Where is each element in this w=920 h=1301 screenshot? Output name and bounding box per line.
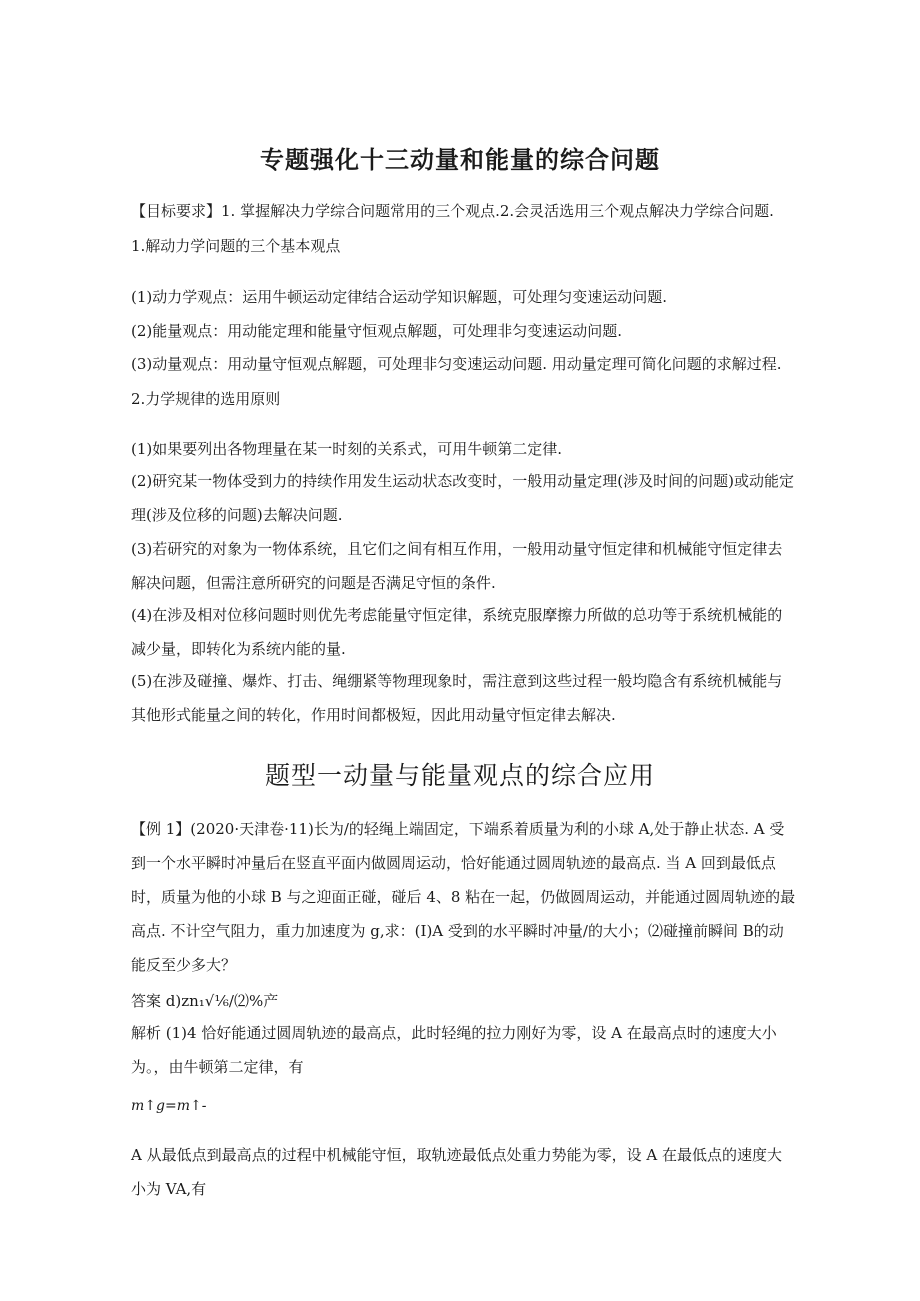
section1-item-2: (2)能量观点：用动能定理和能量守恒观点解题，可处理非匀变速运动问题. [131, 322, 623, 340]
section1-item-1: (1)动力学观点：运用牛顿运动定律结合运动学知识解题，可处理匀变速运动问题. [131, 288, 668, 306]
section2-heading: 2.力学规律的选用原则 [131, 390, 281, 408]
answer: 答案 d)zn₁√⅙/⑵%产 [131, 992, 279, 1010]
section3-heading: 题型一动量与能量观点的综合应用 [264, 761, 655, 790]
analysis-continuation: A 从最低点到最高点的过程中机械能守恒，取轨迹最低点处重力势能为零，设 A 在最低点的速度大小为 VA,有 [131, 1146, 782, 1198]
example-1: 【例 1】(2020·天津卷·11)长为/的轻绳上端固定，下端系着质量为利的小球 A,处于静止状态. A 受到一个水平瞬时冲量后在竖直平面内做圆周运动，恰好能通过圆周轨迹的最高点. 当 A 回到最低点时，质量为他的小球 B 与之迎面正碰，碰后 4、8 粘在一起，仍做圆周运动，并能通过圆周轨迹的最高点. 不计空气阻力，重力加速度为 g,求：(I)A 受到的水平瞬时冲量/的大小；⑵碰撞前瞬间 B的动能反至少多大？ [131, 820, 796, 974]
document-title: 专题强化十三动量和能量的综合问题 [260, 145, 660, 174]
formula: m↑g=m↑- [131, 1098, 207, 1114]
section2-item-3: (3)若研究的对象为一物体系统，且它们之间有相互作用，一般用动量守恒定律和机械能守恒定律去解决问题，但需注意所研究的问题是否满足守恒的条件. [131, 540, 783, 592]
section2-item-1: (1)如果要列出各物理量在某一时刻的关系式，可用牛顿第二定律. [131, 440, 563, 458]
analysis: 解析 (1)4 恰好能通过圆周轨迹的最高点，此时轻绳的拉力刚好为零，设 A 在最高点时的速度大小为。，由牛顿第二定律，有 [131, 1024, 777, 1076]
goal-requirements: 【目标要求】1. 掌握解决力学综合问题常用的三个观点.2.会灵活选用三个观点解决力学综合问题. [131, 202, 774, 220]
section1-heading: 1.解动力学问题的三个基本观点 [131, 237, 341, 255]
section1-item-3: (3)动量观点：用动量守恒观点解题，可处理非匀变速运动问题. 用动量定理可简化问题的求解过程. [131, 355, 782, 373]
section2-item-2: (2)研究某一物体受到力的持续作用发生运动状态改变时，一般用动量定理(涉及时间的问题)或动能定理(涉及位移的问题)去解决问题. [131, 472, 794, 524]
section2-item-5: (5)在涉及碰撞、爆炸、打击、绳绷紧等物理现象时，需注意到这些过程一般均隐含有系统机械能与其他形式能量之间的转化，作用时间都极短，因此用动量守恒定律去解决. [131, 672, 783, 724]
section2-item-4: (4)在涉及相对位移问题时则优先考虑能量守恒定律，系统克服摩擦力所做的总功等于系统机械能的减少量，即转化为系统内能的量. [131, 606, 783, 658]
